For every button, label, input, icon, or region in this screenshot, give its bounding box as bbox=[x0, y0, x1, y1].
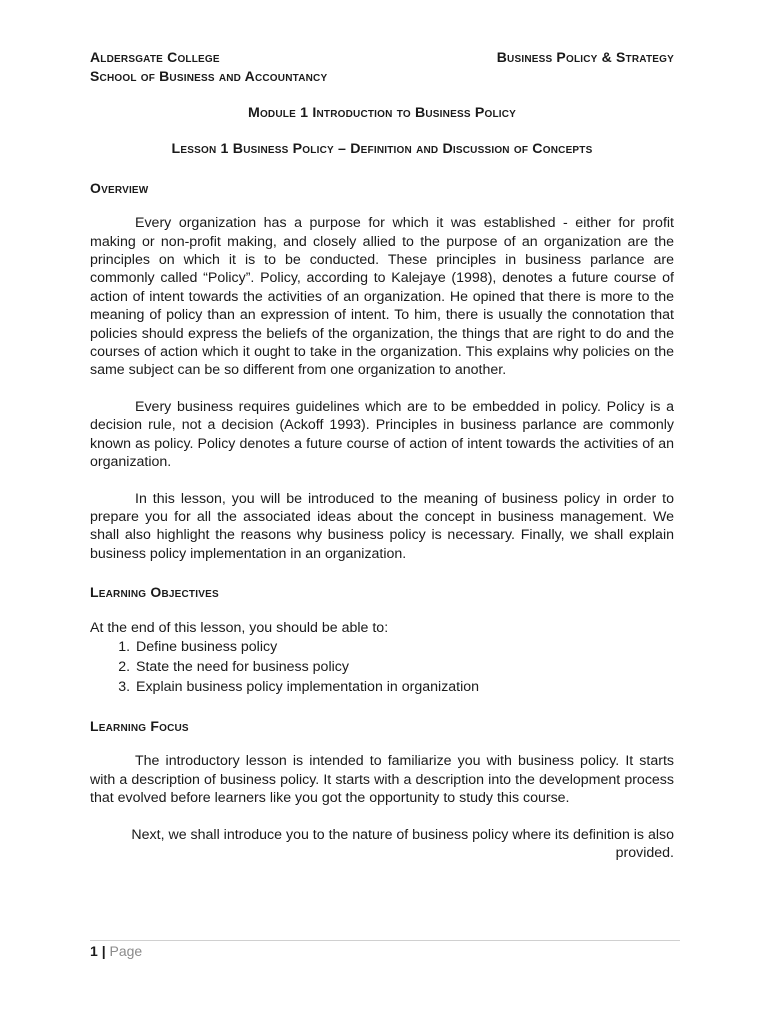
objective-item: 1. Define business policy bbox=[134, 637, 674, 657]
page-number: 1 bbox=[90, 943, 98, 959]
focus-paragraph-1: The introductory lesson is intended to familiarize you with business policy. It starts with a description of business policy. It starts with a description into the development process that evolved before learners like you got the opportunity to study this course. bbox=[90, 753, 674, 807]
objectives-heading: Learning Objectives bbox=[90, 584, 219, 601]
focus-paragraph-2: Next, we shall introduce you to the nature of business policy where its definition is also provided. bbox=[131, 826, 674, 861]
objective-item: 2. State the need for business policy bbox=[134, 657, 674, 677]
objectives-list bbox=[90, 637, 674, 697]
objectives-intro: At the end of this lesson, you should be able to: bbox=[90, 619, 389, 636]
overview-paragraph-2: Every business requires guidelines which are to be embedded in policy. Policy is a decision rule, not a decision (Ackoff 1993). Principles in business parlance are commonly known as policy. Policy denotes a future course of action of intent towards the activities of an organization. bbox=[90, 398, 674, 471]
overview-heading: Overview bbox=[90, 179, 149, 196]
focus-heading: Learning Focus bbox=[90, 717, 189, 734]
document-page bbox=[90, 48, 674, 862]
college-name: Aldersgate College bbox=[90, 49, 220, 65]
course-name: Business Policy & Strategy bbox=[496, 49, 674, 65]
page-separator: | bbox=[101, 943, 106, 959]
lesson-title: Lesson 1 Business Policy – Definition and Discussion of Concepts bbox=[171, 141, 593, 158]
page-footer bbox=[90, 940, 680, 959]
overview-paragraph-3: In this lesson, you will be introduced to the meaning of business policy in order to prepare you for all the associated ideas about the concept in business management. We shall also highlight the reasons why business policy is necessary. Finally, we shall explain business policy implementation in an organization. bbox=[90, 490, 674, 562]
module-title: Module 1 Introduction to Business Policy bbox=[247, 105, 517, 121]
page-header bbox=[90, 48, 674, 67]
school-name: School of Business and Accountancy bbox=[90, 68, 328, 84]
page-label: Page bbox=[109, 943, 143, 959]
objective-item: 3. Explain business policy implementation in organization bbox=[134, 677, 674, 697]
overview-paragraph-1: Every organization has a purpose for which it was established - either for profit making or non-profit making, and closely allied to the purpose of an organization are the principles on which it is to be conducted. These principles in business parlance are commonly called “Policy”. Policy, according to Kalejaye (1998), denotes a future course of action of intent towards the activities of an organization. He opined that there is more to the meaning of policy than an expression of intent. To him, there is usually the connotation that policies should express the beliefs of the organization, the things that are right to do and the courses of action which it ought to take in the organization. This explains why policies on the same subject can be so different from one organization to another. bbox=[90, 215, 674, 379]
